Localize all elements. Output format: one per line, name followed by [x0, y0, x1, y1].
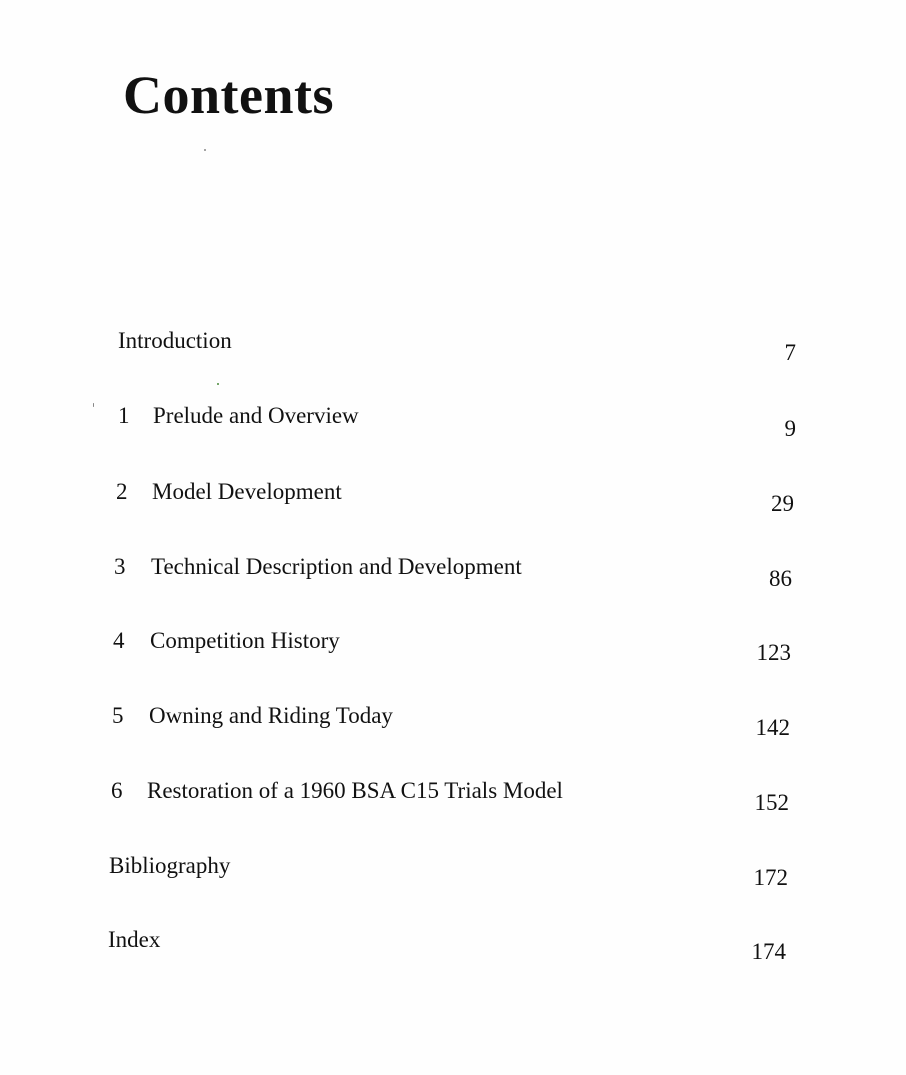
scan-speck [204, 149, 206, 151]
toc-entry-label: Introduction [118, 328, 232, 353]
toc-entry-page: 174 [751, 939, 786, 964]
toc-entry-chapter-5 [0, 704, 906, 744]
toc-entry-chapter-4 [0, 629, 906, 669]
toc-entry-label: Restoration of a 1960 BSA C15 Trials Model [147, 778, 563, 803]
toc-entry-chapter-3 [0, 555, 906, 595]
toc-entry-page: 7 [784, 340, 796, 365]
toc-entry-page: 86 [769, 566, 792, 591]
toc-entry-page: 123 [756, 640, 791, 665]
toc-entry-index [0, 928, 906, 968]
toc-entry-page: 9 [784, 416, 796, 441]
toc-entry-label: Index [108, 927, 161, 952]
toc-entry-chapter-1 [0, 404, 906, 444]
scan-speck [93, 403, 94, 407]
toc-entry-label: Technical Description and Development [151, 554, 522, 579]
toc-entry-page: 29 [771, 491, 794, 516]
toc-entry-chapter-6 [0, 779, 906, 819]
toc-entry-label: Prelude and Overview [153, 403, 359, 428]
toc-entry-number: 1 [118, 403, 130, 428]
toc-entry-bibliography [0, 854, 906, 894]
toc-entry-number: 2 [116, 479, 128, 504]
toc-entry-number: 3 [114, 554, 126, 579]
toc-entry-number: 5 [112, 703, 124, 728]
toc-entry-number: 4 [113, 628, 125, 653]
scan-speck [217, 383, 219, 385]
toc-entry-introduction [0, 329, 906, 369]
toc-entry-label: Bibliography [109, 853, 231, 878]
toc-entry-label: Owning and Riding Today [149, 703, 393, 728]
toc-entry-label: Model Development [152, 479, 342, 504]
toc-entry-page: 142 [755, 715, 790, 740]
toc-entry-page: 152 [754, 790, 789, 815]
toc-entry-label: Competition History [150, 628, 340, 653]
page-title: Contents [123, 65, 335, 125]
toc-entry-chapter-2 [0, 480, 906, 520]
toc-entry-number: 6 [111, 778, 123, 803]
toc-entry-page: 172 [753, 865, 788, 890]
